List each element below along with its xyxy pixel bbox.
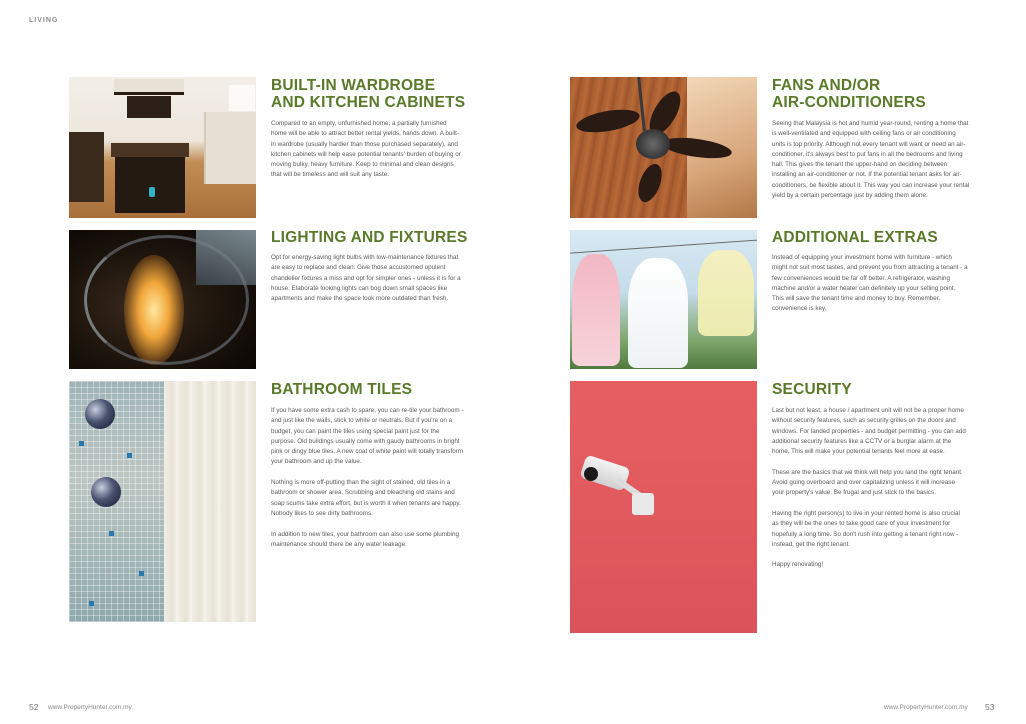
heading-line: BUILT-IN WARDROBE <box>271 77 436 94</box>
heading-line: LIGHTING AND FIXTURES <box>271 229 468 246</box>
paragraph: Opt for energy-saving light bulbs with low-maintenance fixtures that are easy to replace and clean. Give those accustomed opulent chandelier fixtures a miss and opt for simpler ones - unless it is for a house. Elaborate looking lights can bog down small spaces like apartments and make the space look more outdated than fresh. <box>271 254 461 303</box>
fans-body <box>772 119 970 212</box>
paragraph: These are the basics that we think will help you land the right tenant. Avoid going overboard and over capitalizing unless it will increase your property's value. Be frugal and just stick to the basics. <box>772 468 963 497</box>
right-page-number: 53 <box>985 702 995 712</box>
security-heading <box>772 382 992 399</box>
pendant-lamp-photo <box>69 230 256 369</box>
heading-line: AIR-CONDITIONERS <box>772 93 926 111</box>
extras-heading <box>772 230 992 247</box>
left-page-number: 52 <box>29 702 39 712</box>
bathroom-body <box>271 406 465 560</box>
paragraph: Nothing is more off-putting than the sight of stained, old tiles in a bathroom or shower area. Scrubbing and bleaching old stains and soap scums take extra effort, but is worth it when tenants are happy. Nobody likes to see dirty bathrooms. <box>271 479 461 517</box>
left-footer-url: www.PropertyHunter.com.my <box>48 704 132 711</box>
heading-line: FANS AND/OR <box>772 77 881 94</box>
fans-heading <box>772 78 992 111</box>
heading-line: BATHROOM TILES <box>271 381 413 398</box>
lighting-body <box>271 253 463 315</box>
paragraph: Last but not least, a house / apartment unit will not be a proper home without security features, such as security grilles on the doors and windows. For landed properties - and budget permitting - you can add additional security features like a CCTV or a burglar alarm at the home. This will make your potential tenants feel more at ease. <box>772 407 966 456</box>
paragraph: Compared to an empty, unfurnished home, a partially furnished home will be able to attract better rental yields, hands down. A built-in wardrobe (usually hardier than those purchased separately), and kitchen cabinets will help ease potential tenants' burden of buying or moving bulky, heavy furniture. Keep to minimal and clean designs that will be timeless and will suit any taste. <box>271 120 461 179</box>
section-tag: LIVING <box>29 17 59 24</box>
right-footer-url: www.PropertyHunter.com.my <box>884 704 968 711</box>
paragraph: In addition to new tiles, your bathroom can also use some plumbing maintenance should there be any water leakage. <box>271 530 459 548</box>
laundry-photo <box>570 230 757 369</box>
wardrobe-body <box>271 119 463 191</box>
kitchen-photo <box>69 77 256 218</box>
extras-body <box>772 253 968 325</box>
paragraph: Having the right person(s) to live in your rented home is also crucial as they will be the ones to take good care of your investment for hopefully a long time. So don't rush into getting a tenant right now - instead, get the right tenant. <box>772 509 960 548</box>
paragraph: Seeing that Malaysia is hot and humid year-round, renting a home that is well-ventilated and equipped with ceiling fans or air conditioning units is top priority. Although not every tenant will want or need an air-conditioner, it's always best to put fans in all the bedrooms and living hall. This gives the tenant the upper-hand on deciding between installing an air-conditioner or not. If the potential tenant asks for air-conditioners, be flexible about it. This way you can increase your rental yield by a certain percentage just by adding them alone. <box>772 120 970 200</box>
ceiling-fan-photo <box>570 77 757 218</box>
paragraph: Instead of equipping your investment home with furniture - which might not suit most tastes, and prevent you from attracting a tenant - a few conveniences would be far off better. A refrigerator, washing machine and/or a water heater can definitely up your selling point. This will save the tenant time and money to buy. Remember, convenience is key. <box>772 254 968 313</box>
bathroom-tiles-photo <box>69 381 256 622</box>
heading-line: AND KITCHEN CABINETS <box>271 93 466 111</box>
wardrobe-heading <box>271 78 491 111</box>
paragraph: If you have some extra cash to spare, you can re-tile your bathroom - and just like the walls, stick to white or neutrals. But if you're on a budget, you can paint the tiles using special paint just for the purpose. Old buildings usually come with gaudy bathrooms in bright pink or dingy blue tiles. A new coat of white paint will totally transform your bathroom and up the value. <box>271 407 464 466</box>
security-body <box>772 406 966 581</box>
cctv-camera-photo <box>570 381 757 633</box>
heading-line: ADDITIONAL EXTRAS <box>772 229 938 246</box>
lighting-heading <box>271 230 491 247</box>
heading-line: SECURITY <box>772 381 852 398</box>
paragraph: Happy renovating! <box>772 561 824 569</box>
bathroom-heading <box>271 382 491 399</box>
